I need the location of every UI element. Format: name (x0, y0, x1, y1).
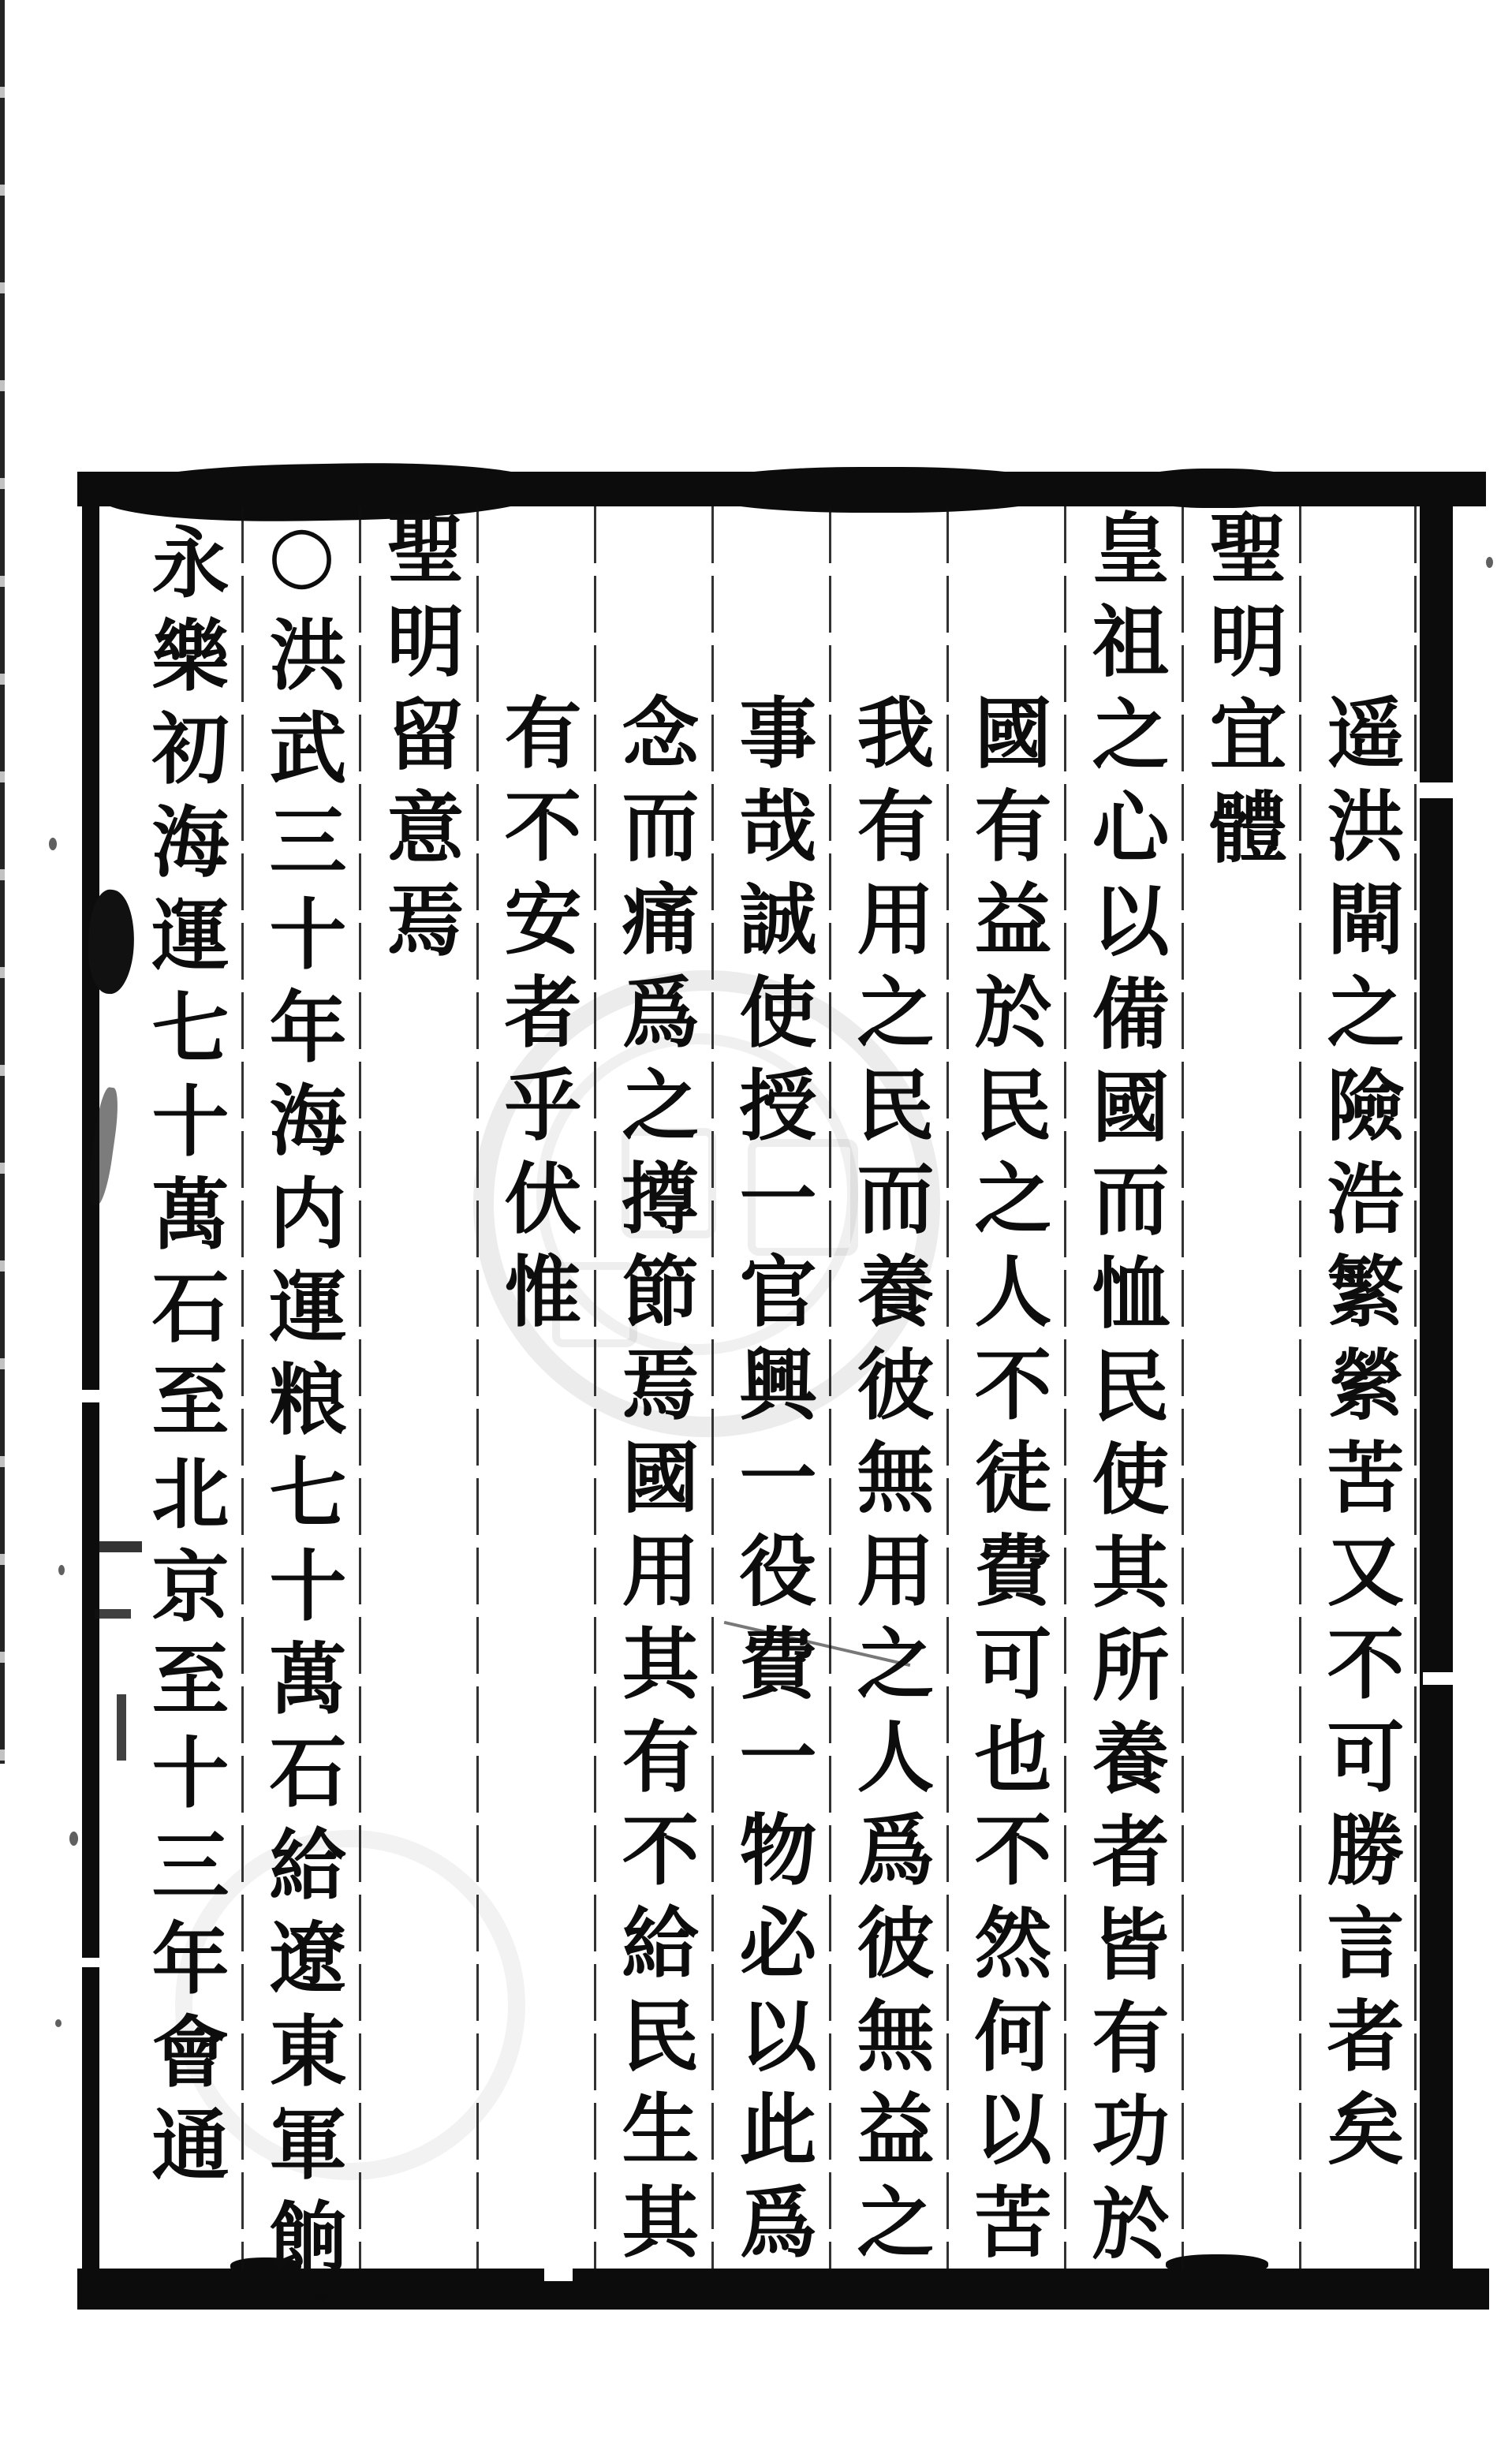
border-wear-notch (82, 1958, 99, 1967)
border-wear-notch (544, 2269, 573, 2281)
ink-speck (49, 838, 57, 850)
ink-speck (58, 1565, 65, 1575)
text-column-4: 國有益於民之人不徒費可也不然何以苦 (961, 693, 1052, 2275)
text-column-11: 永樂初海運七十萬石至北京至十三年會通 (139, 522, 230, 2198)
ink-smear (694, 467, 1065, 513)
text-column-5: 我有用之民而養彼無用之人爲彼無益之 (844, 693, 935, 2275)
text-column-3: 皇祖之心以備國而恤民使其所養者皆有功於 (1079, 508, 1170, 2276)
frame-left-inner-border (0, 0, 5, 1764)
ink-speck (315, 2294, 327, 2302)
text-column-9: 聖明留意焉 (374, 508, 465, 973)
ink-speck (69, 1832, 78, 1846)
text-column-7: 念而痛爲之撙節焉國用其有不給民生其 (609, 693, 700, 2275)
text-column-8: 有不安者乎伏惟 (491, 693, 582, 1344)
text-column-6: 事哉誠使授一官興一役費一物必以此爲 (726, 693, 817, 2275)
text-column-2: 聖明宜體 (1197, 508, 1287, 880)
border-wear-notch (82, 1390, 99, 1402)
ink-speck (55, 2019, 62, 2027)
text-column-10: ○洪武三十年海内運粮七十萬石給遼東軍餉 (256, 508, 347, 2290)
ink-smear (1124, 469, 1309, 508)
text-column-1: 遥洪閘之險浩繁縈苦又不可勝言者矣 (1314, 693, 1405, 2182)
border-wear-notch (1418, 782, 1454, 798)
frame-right-border (1420, 472, 1453, 2310)
border-wear-notch (1423, 1672, 1454, 1685)
ink-speck (1486, 557, 1493, 568)
